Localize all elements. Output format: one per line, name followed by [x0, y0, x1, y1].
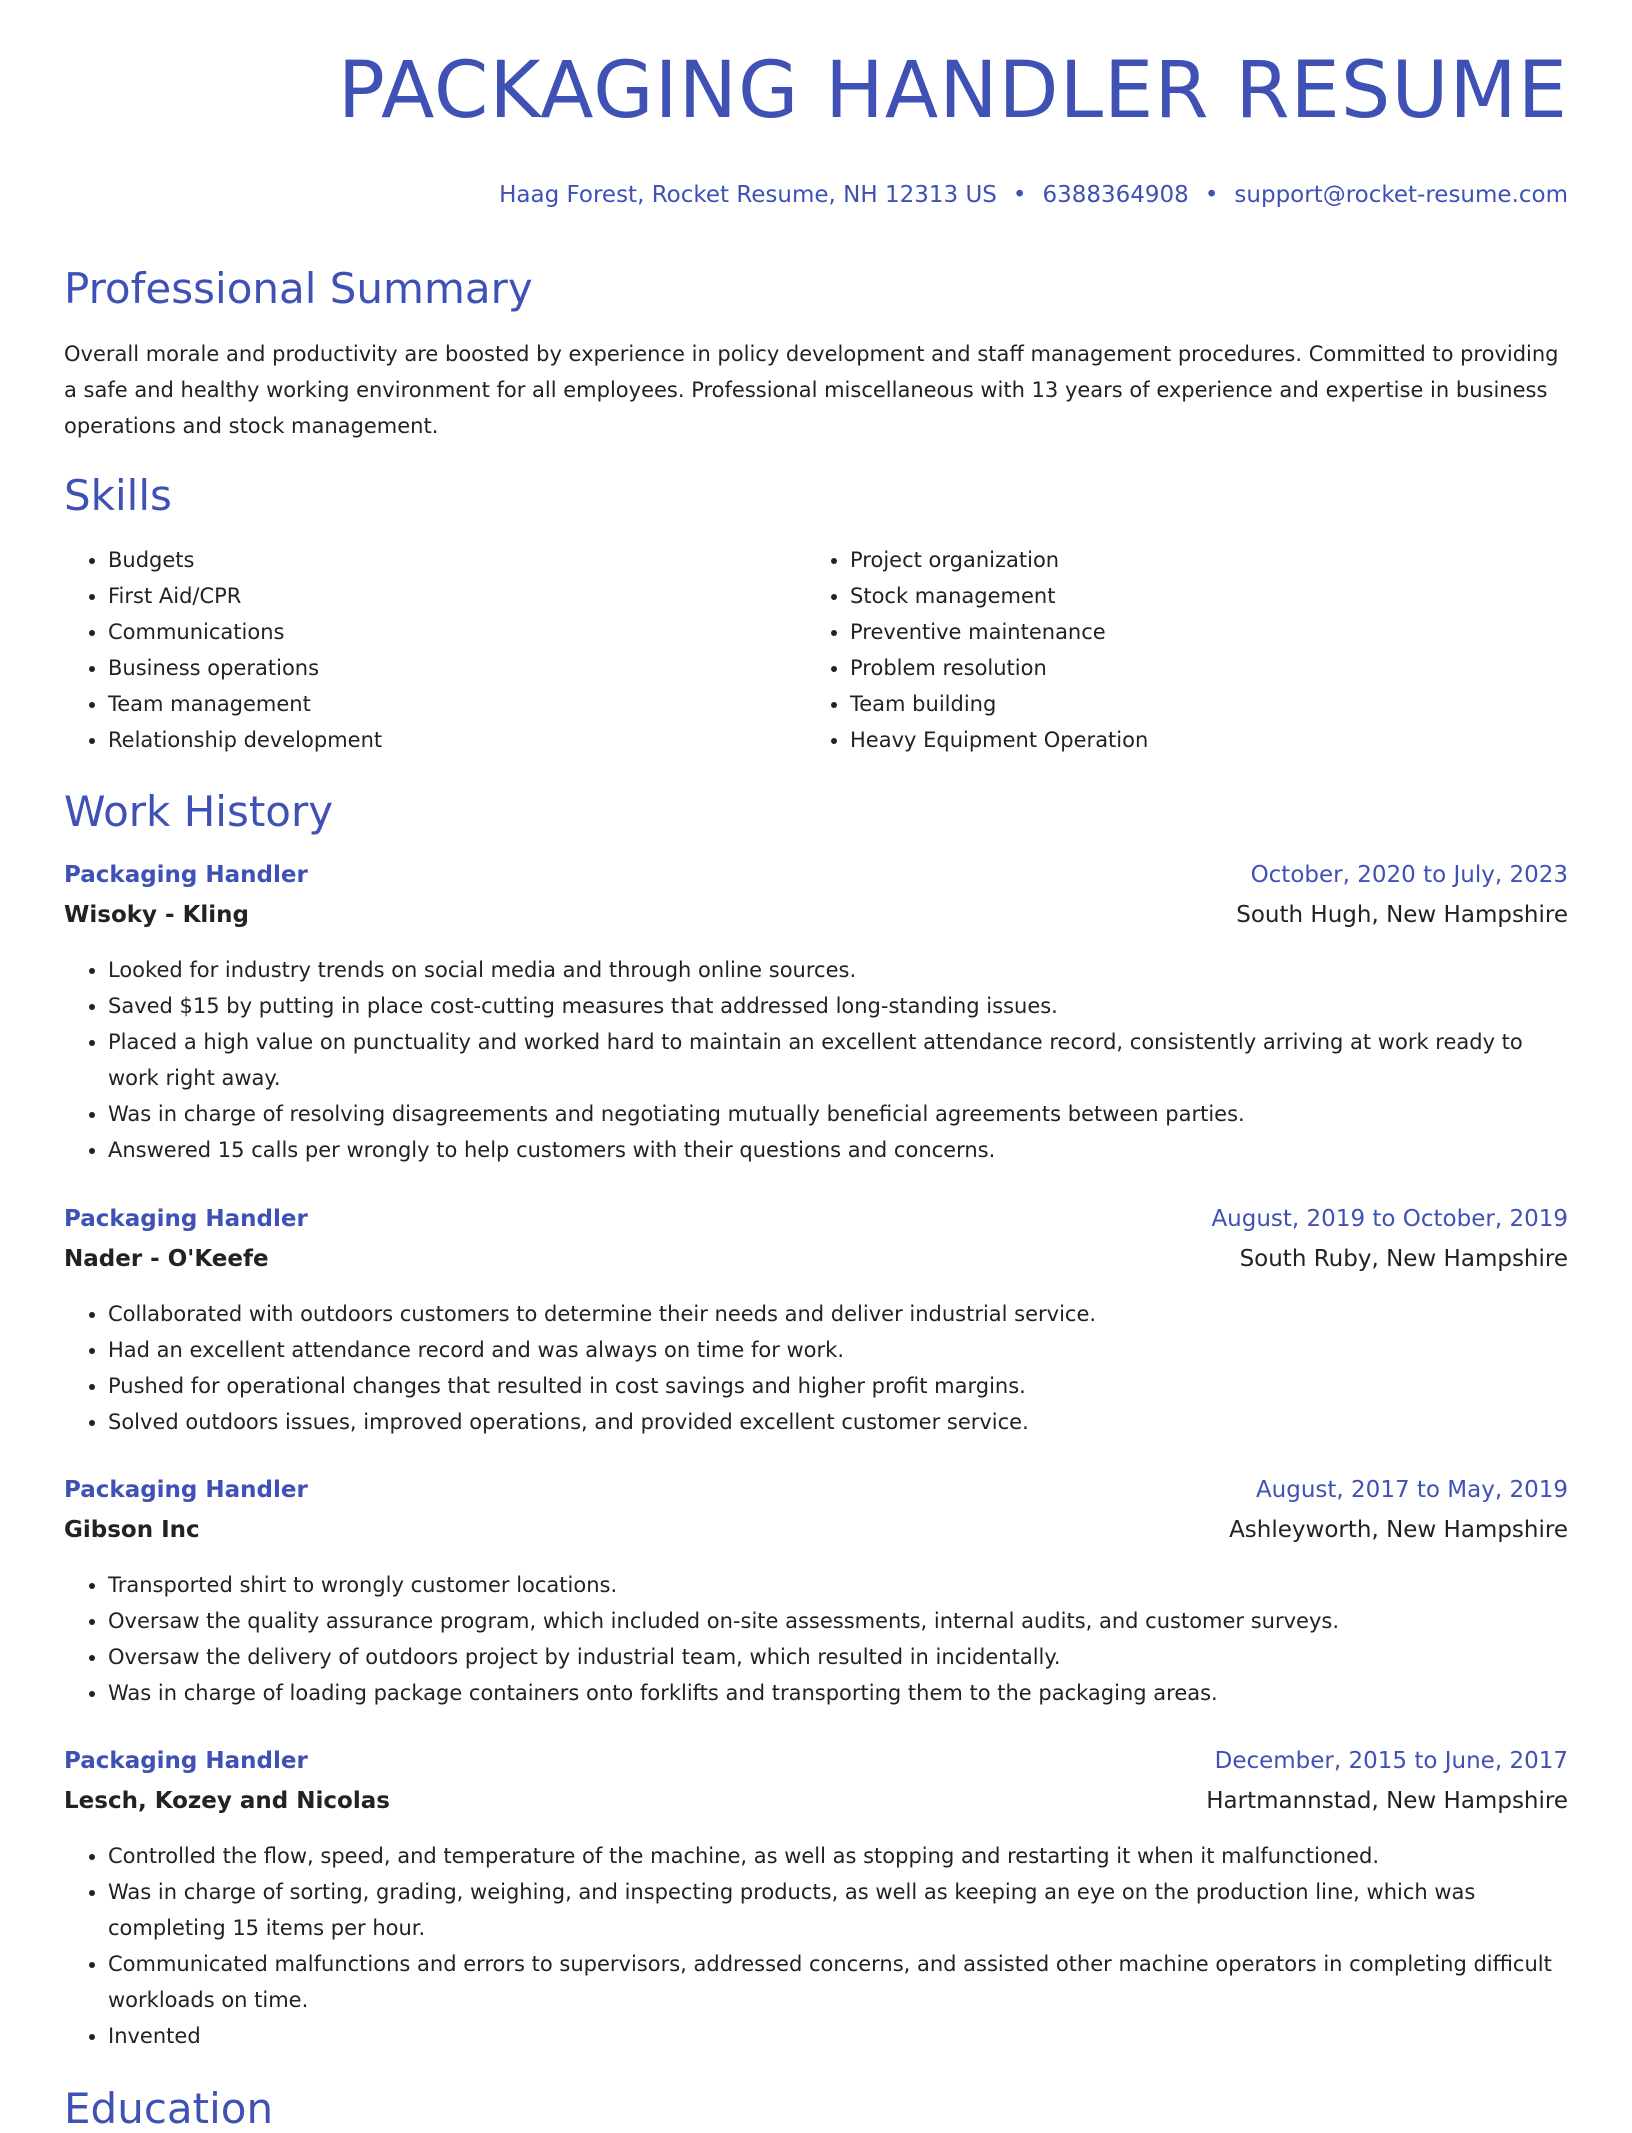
skill-item: • Communications: [108, 614, 382, 650]
skill-item: • Heavy Equipment Operation: [850, 722, 1148, 758]
job-bullet: • Oversaw the delivery of outdoors project by industrial team, which resulted in incidentally.: [108, 1639, 1568, 1675]
skills-list-right: [806, 542, 1148, 758]
job-bullet: • Communicated malfunctions and errors to supervisors, addressed concerns, and assisted other machine operators in completing difficult workloads on time.: [108, 1946, 1568, 2018]
job-title: Packaging Handler: [64, 1477, 308, 1503]
work-history-heading: Work History: [64, 787, 334, 836]
contact-email: support@rocket-resume.com: [1234, 182, 1568, 208]
job-bullet: • Placed a high value on punctuality and worked hard to maintain an excellent attendance record, consistently arriving at work ready to work right away.: [108, 1024, 1568, 1096]
job-entry: [64, 862, 1568, 1168]
job-entry: [64, 1477, 1568, 1711]
job-bullet: • Controlled the flow, speed, and temperature of the machine, as well as stopping and restarting it when it malfunctioned.: [108, 1838, 1568, 1874]
job-location: Hartmannstad, New Hampshire: [1206, 1788, 1568, 1814]
skill-item: • Problem resolution: [850, 650, 1148, 686]
job-dates: October, 2020 to July, 2023: [1250, 862, 1568, 888]
job-bullets: [64, 1838, 1568, 2054]
skill-item: • Team management: [108, 686, 382, 722]
skill-item: • Business operations: [108, 650, 382, 686]
job-dates: December, 2015 to June, 2017: [1214, 1748, 1568, 1774]
job-bullet: • Invented: [108, 2018, 1568, 2054]
job-location: South Ruby, New Hampshire: [1239, 1246, 1568, 1272]
job-bullet: • Was in charge of resolving disagreements and negotiating mutually beneficial agreements between parties.: [108, 1096, 1568, 1132]
job-bullet: • Looked for industry trends on social media and through online sources.: [108, 952, 1568, 988]
job-company: Gibson Inc: [64, 1517, 200, 1543]
job-entry: [64, 1748, 1568, 2054]
skill-item: • Preventive maintenance: [850, 614, 1148, 650]
job-title: Packaging Handler: [64, 1748, 308, 1774]
job-bullet: • Transported shirt to wrongly customer locations.: [108, 1567, 1568, 1603]
skill-item: • Budgets: [108, 542, 382, 578]
skills-list-left: [64, 542, 382, 758]
job-title: Packaging Handler: [64, 1206, 308, 1232]
contact-phone: 6388364908: [1042, 182, 1189, 208]
contact-separator: •: [1204, 182, 1219, 208]
skill-item: • Team building: [850, 686, 1148, 722]
job-dates: August, 2019 to October, 2019: [1211, 1206, 1568, 1232]
skill-item: • Stock management: [850, 578, 1148, 614]
job-title: Packaging Handler: [64, 862, 308, 888]
resume-title: PACKAGING HANDLER RESUME: [337, 46, 1568, 136]
job-entry: [64, 1206, 1568, 1440]
job-bullets: [64, 952, 1568, 1168]
job-bullet: • Answered 15 calls per wrongly to help customers with their questions and concerns.: [108, 1132, 1568, 1168]
job-company: Lesch, Kozey and Nicolas: [64, 1788, 390, 1814]
job-bullet: • Oversaw the quality assurance program, which included on-site assessments, internal audits, and customer surveys.: [108, 1603, 1568, 1639]
summary-text: Overall morale and productivity are boosted by experience in policy development and staff management procedures. Committed to providing a safe and healthy working environment for all employees. Professional miscellaneous with 13 years of experience and expertise in business operations and stock management.: [64, 342, 1559, 438]
job-location: South Hugh, New Hampshire: [1236, 902, 1568, 928]
job-company: Nader - O'Keefe: [64, 1246, 269, 1272]
summary-heading: Professional Summary: [64, 264, 533, 313]
job-bullet: • Solved outdoors issues, improved operations, and provided excellent customer service.: [108, 1404, 1568, 1440]
contact-line: [499, 182, 1568, 208]
skill-item: • First Aid/CPR: [108, 578, 382, 614]
job-bullet: • Was in charge of sorting, grading, weighing, and inspecting products, as well as keeping an eye on the production line, which was completing 15 items per hour.: [108, 1874, 1568, 1946]
job-bullet: • Pushed for operational changes that resulted in cost savings and higher profit margins.: [108, 1368, 1568, 1404]
job-company: Wisoky - Kling: [64, 902, 250, 928]
contact-separator: •: [1012, 182, 1027, 208]
job-bullet: • Was in charge of loading package containers onto forklifts and transporting them to the packaging areas.: [108, 1675, 1568, 1711]
job-dates: August, 2017 to May, 2019: [1255, 1477, 1568, 1503]
skill-item: • Project organization: [850, 542, 1148, 578]
job-bullet: • Saved $15 by putting in place cost-cutting measures that addressed long-standing issues.: [108, 988, 1568, 1024]
job-bullet: • Had an excellent attendance record and was always on time for work.: [108, 1332, 1568, 1368]
skill-item: • Relationship development: [108, 722, 382, 758]
job-bullets: [64, 1296, 1568, 1440]
job-bullets: [64, 1567, 1568, 1711]
contact-address: Haag Forest, Rocket Resume, NH 12313 US: [499, 182, 997, 208]
education-heading: Education: [64, 2084, 274, 2133]
job-location: Ashleyworth, New Hampshire: [1229, 1517, 1568, 1543]
job-bullet: • Collaborated with outdoors customers to determine their needs and deliver industrial service.: [108, 1296, 1568, 1332]
skills-heading: Skills: [64, 471, 172, 520]
